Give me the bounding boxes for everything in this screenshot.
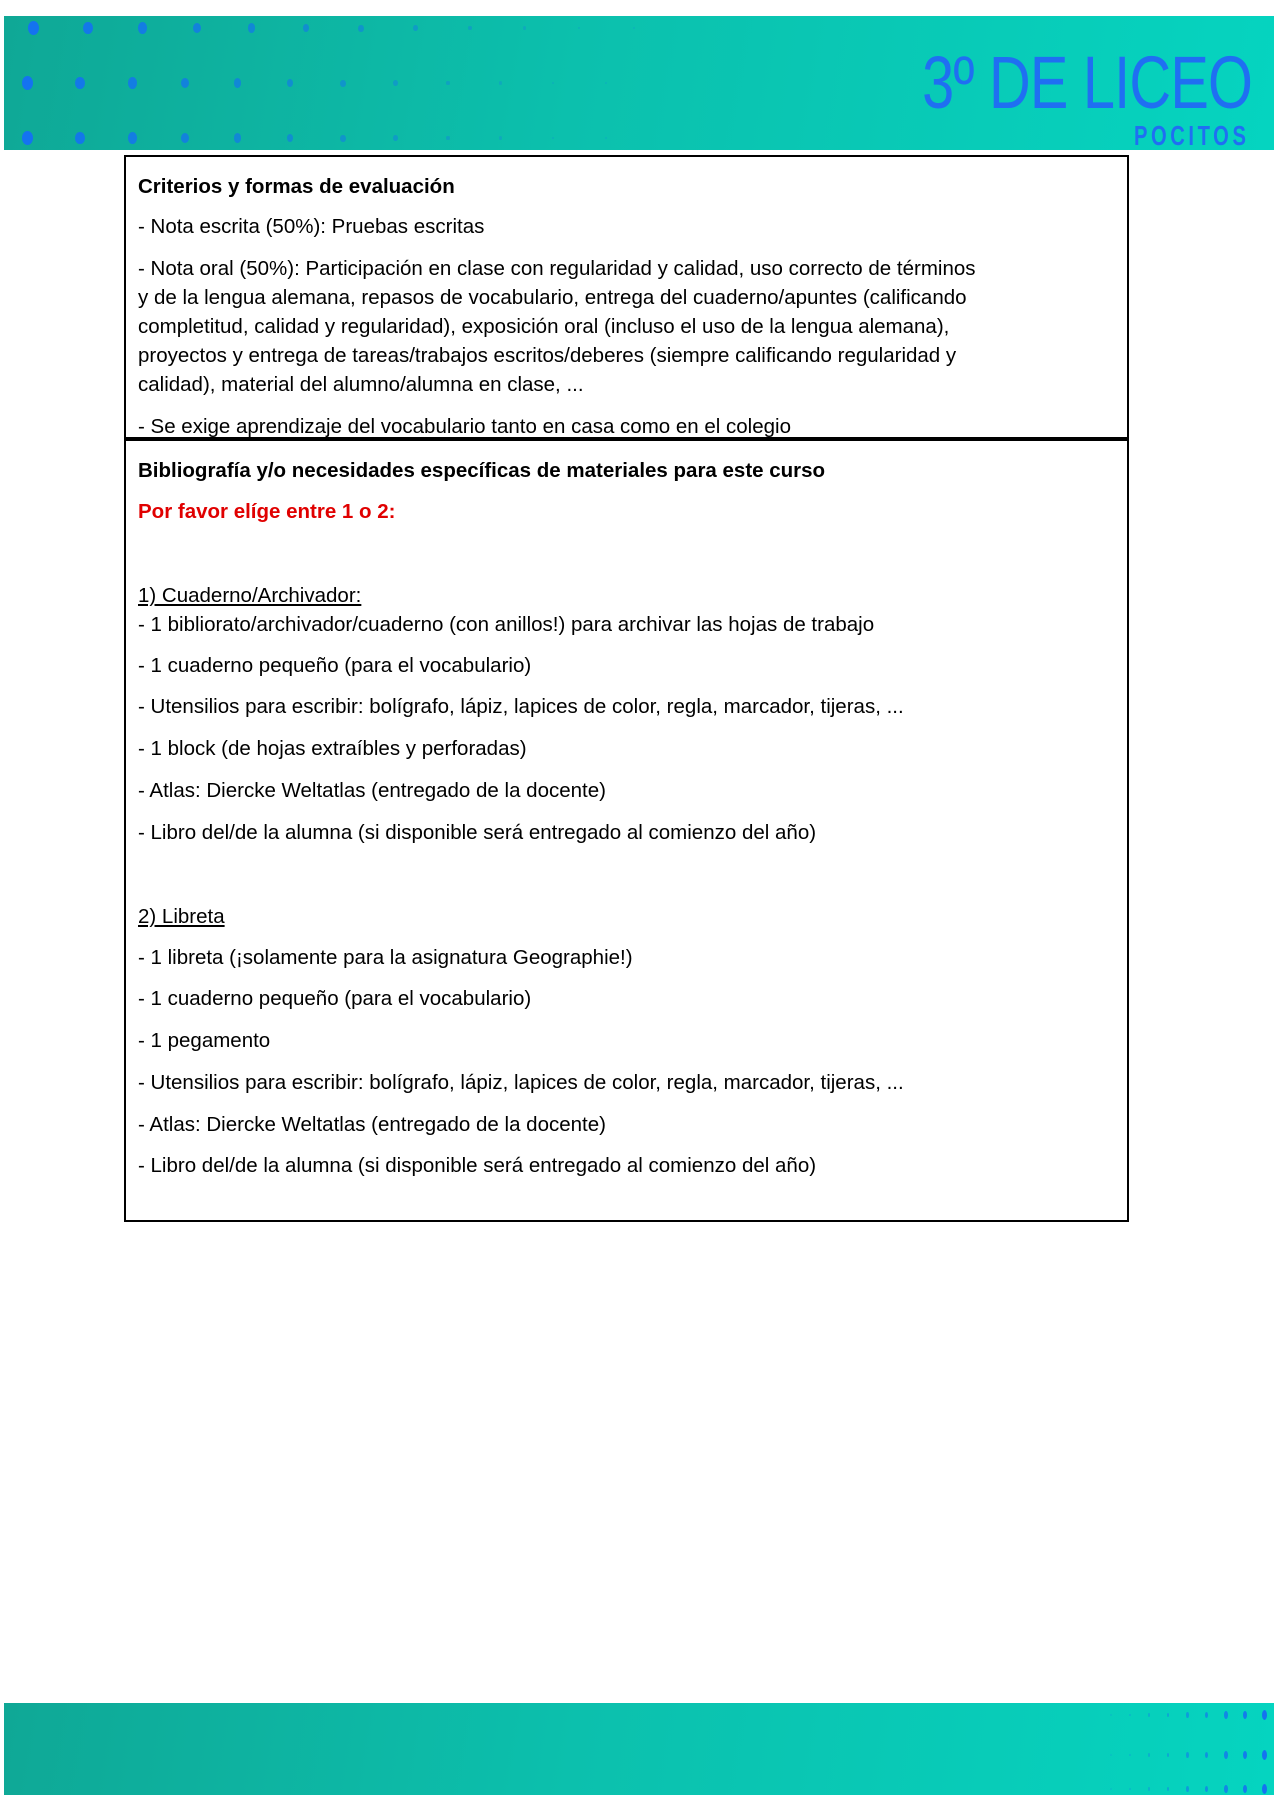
dot-decoration	[1262, 1784, 1267, 1794]
school-subtitle: POCITOS	[1134, 120, 1250, 151]
dot-decoration	[181, 78, 189, 89]
evaluation-heading: Criterios y formas de evaluación	[138, 175, 455, 198]
dot-decoration	[393, 135, 398, 141]
option1-item: - 1 block (de hojas extraíbles y perforadas)	[138, 737, 527, 760]
dot-decoration	[1224, 1711, 1228, 1719]
option2-item: - Utensilios para escribir: bolígrafo, lápiz, lapices de color, regla, marcador, tijeras, ...	[138, 1071, 904, 1094]
dot-decoration	[1243, 1785, 1247, 1794]
dot-decoration	[22, 131, 33, 145]
dot-decoration	[499, 81, 502, 85]
dot-decoration	[128, 132, 137, 144]
dot-decoration	[1148, 1787, 1150, 1790]
dot-decoration	[446, 136, 450, 141]
dot-decoration	[413, 25, 418, 31]
evaluation-line: calidad), material del alumno/alumna en clase, ...	[138, 373, 584, 396]
dot-decoration	[22, 76, 33, 90]
materials-heading: Bibliografía y/o necesidades específicas de materiales para este curso	[138, 459, 826, 482]
dot-decoration	[340, 80, 346, 87]
footer-banner	[4, 1703, 1274, 1795]
option2-item: - 1 pegamento	[138, 1029, 271, 1052]
dot-decoration	[1205, 1712, 1208, 1719]
dot-decoration	[358, 25, 364, 32]
evaluation-line: - Nota oral (50%): Participación en clase con regularidad y calidad, uso correcto de términos	[138, 257, 976, 280]
evaluation-line: y de la lengua alemana, repasos de vocabulario, entrega del cuaderno/apuntes (calificando	[138, 286, 967, 309]
dot-decoration	[446, 81, 450, 86]
dot-decoration	[340, 135, 346, 142]
dot-decoration	[605, 137, 607, 139]
dot-decoration	[605, 82, 607, 84]
dot-decoration	[1110, 1754, 1112, 1756]
dot-decoration	[1129, 1788, 1131, 1790]
dot-decoration	[1167, 1713, 1169, 1717]
dot-decoration	[552, 82, 554, 84]
option1-item: - 1 bibliorato/archivador/cuaderno (con anillos!) para archivar las hojas de trabajo	[138, 613, 875, 636]
dot-decoration	[248, 23, 255, 32]
dot-decoration	[1205, 1786, 1208, 1793]
evaluation-line: - Se exige aprendizaje del vocabulario tanto en casa como en el colegio	[138, 415, 791, 438]
dot-decoration	[1129, 1754, 1131, 1756]
dot-decoration	[1186, 1786, 1189, 1792]
dot-decoration	[1110, 1714, 1112, 1716]
dot-decoration	[193, 23, 201, 34]
option2-item: - 1 cuaderno pequeño (para el vocabulario)	[138, 987, 532, 1010]
dot-decoration	[1110, 1788, 1112, 1790]
dot-decoration	[578, 27, 580, 29]
dot-decoration	[1186, 1712, 1189, 1718]
dot-decoration	[75, 132, 85, 145]
dot-decoration	[234, 133, 241, 142]
dot-decoration	[1205, 1752, 1208, 1759]
dot-decoration	[1262, 1710, 1267, 1720]
dot-decoration	[234, 78, 241, 87]
dot-decoration	[1129, 1714, 1131, 1716]
dot-decoration	[1262, 1750, 1267, 1760]
dot-decoration	[633, 27, 635, 29]
dot-decoration	[287, 134, 293, 142]
evaluation-line: proyectos y entrega de tareas/trabajos escritos/deberes (siempre calificando regularidad y	[138, 344, 957, 367]
dot-decoration	[1224, 1751, 1228, 1759]
option2-item: - Atlas: Diercke Weltatlas (entregado de la docente)	[138, 1113, 606, 1136]
dot-decoration	[1167, 1787, 1169, 1791]
evaluation-line: - Nota escrita (50%): Pruebas escritas	[138, 215, 485, 238]
dot-decoration	[1243, 1751, 1247, 1760]
option1-item: - Utensilios para escribir: bolígrafo, lápiz, lapices de color, regla, marcador, tijeras, ...	[138, 695, 904, 718]
dot-decoration	[1243, 1711, 1247, 1720]
dot-decoration	[552, 137, 554, 139]
option2-item: - Libro del/de la alumna (si disponible será entregado al comienzo del año)	[138, 1154, 817, 1177]
dot-decoration	[138, 22, 147, 34]
dot-decoration	[468, 26, 472, 31]
option1-item: - 1 cuaderno pequeño (para el vocabulario)	[138, 654, 532, 677]
dot-decoration	[523, 26, 526, 30]
school-title: 3º DE LICEO	[921, 41, 1252, 124]
option1-title: 1) Cuaderno/Archivador:	[138, 584, 362, 607]
dot-decoration	[393, 80, 398, 86]
dot-decoration	[28, 21, 39, 35]
option2-item: - 1 libreta (¡solamente para la asignatura Geographie!)	[138, 946, 633, 969]
option2-title: 2) Libreta	[138, 905, 225, 928]
header-banner	[4, 16, 1274, 150]
dot-decoration	[1148, 1753, 1150, 1756]
dot-decoration	[303, 24, 309, 32]
materials-section	[124, 437, 1129, 1222]
dot-decoration	[83, 22, 93, 35]
dot-decoration	[1167, 1753, 1169, 1757]
dot-decoration	[1224, 1785, 1228, 1793]
dot-decoration	[287, 79, 293, 87]
dot-decoration	[128, 77, 137, 89]
dot-decoration	[1148, 1713, 1150, 1716]
dot-decoration	[75, 77, 85, 90]
option1-item: - Atlas: Diercke Weltatlas (entregado de la docente)	[138, 779, 606, 802]
dot-decoration	[1186, 1752, 1189, 1758]
evaluation-section	[124, 155, 1129, 441]
option1-item: - Libro del/de la alumna (si disponible será entregado al comienzo del año)	[138, 821, 817, 844]
dot-decoration	[181, 133, 189, 144]
dot-decoration	[499, 136, 502, 140]
choice-notice: Por favor elíge entre 1 o 2:	[138, 500, 396, 523]
evaluation-line: completitud, calidad y regularidad), exposición oral (incluso el uso de la lengua alemana),	[138, 315, 950, 338]
